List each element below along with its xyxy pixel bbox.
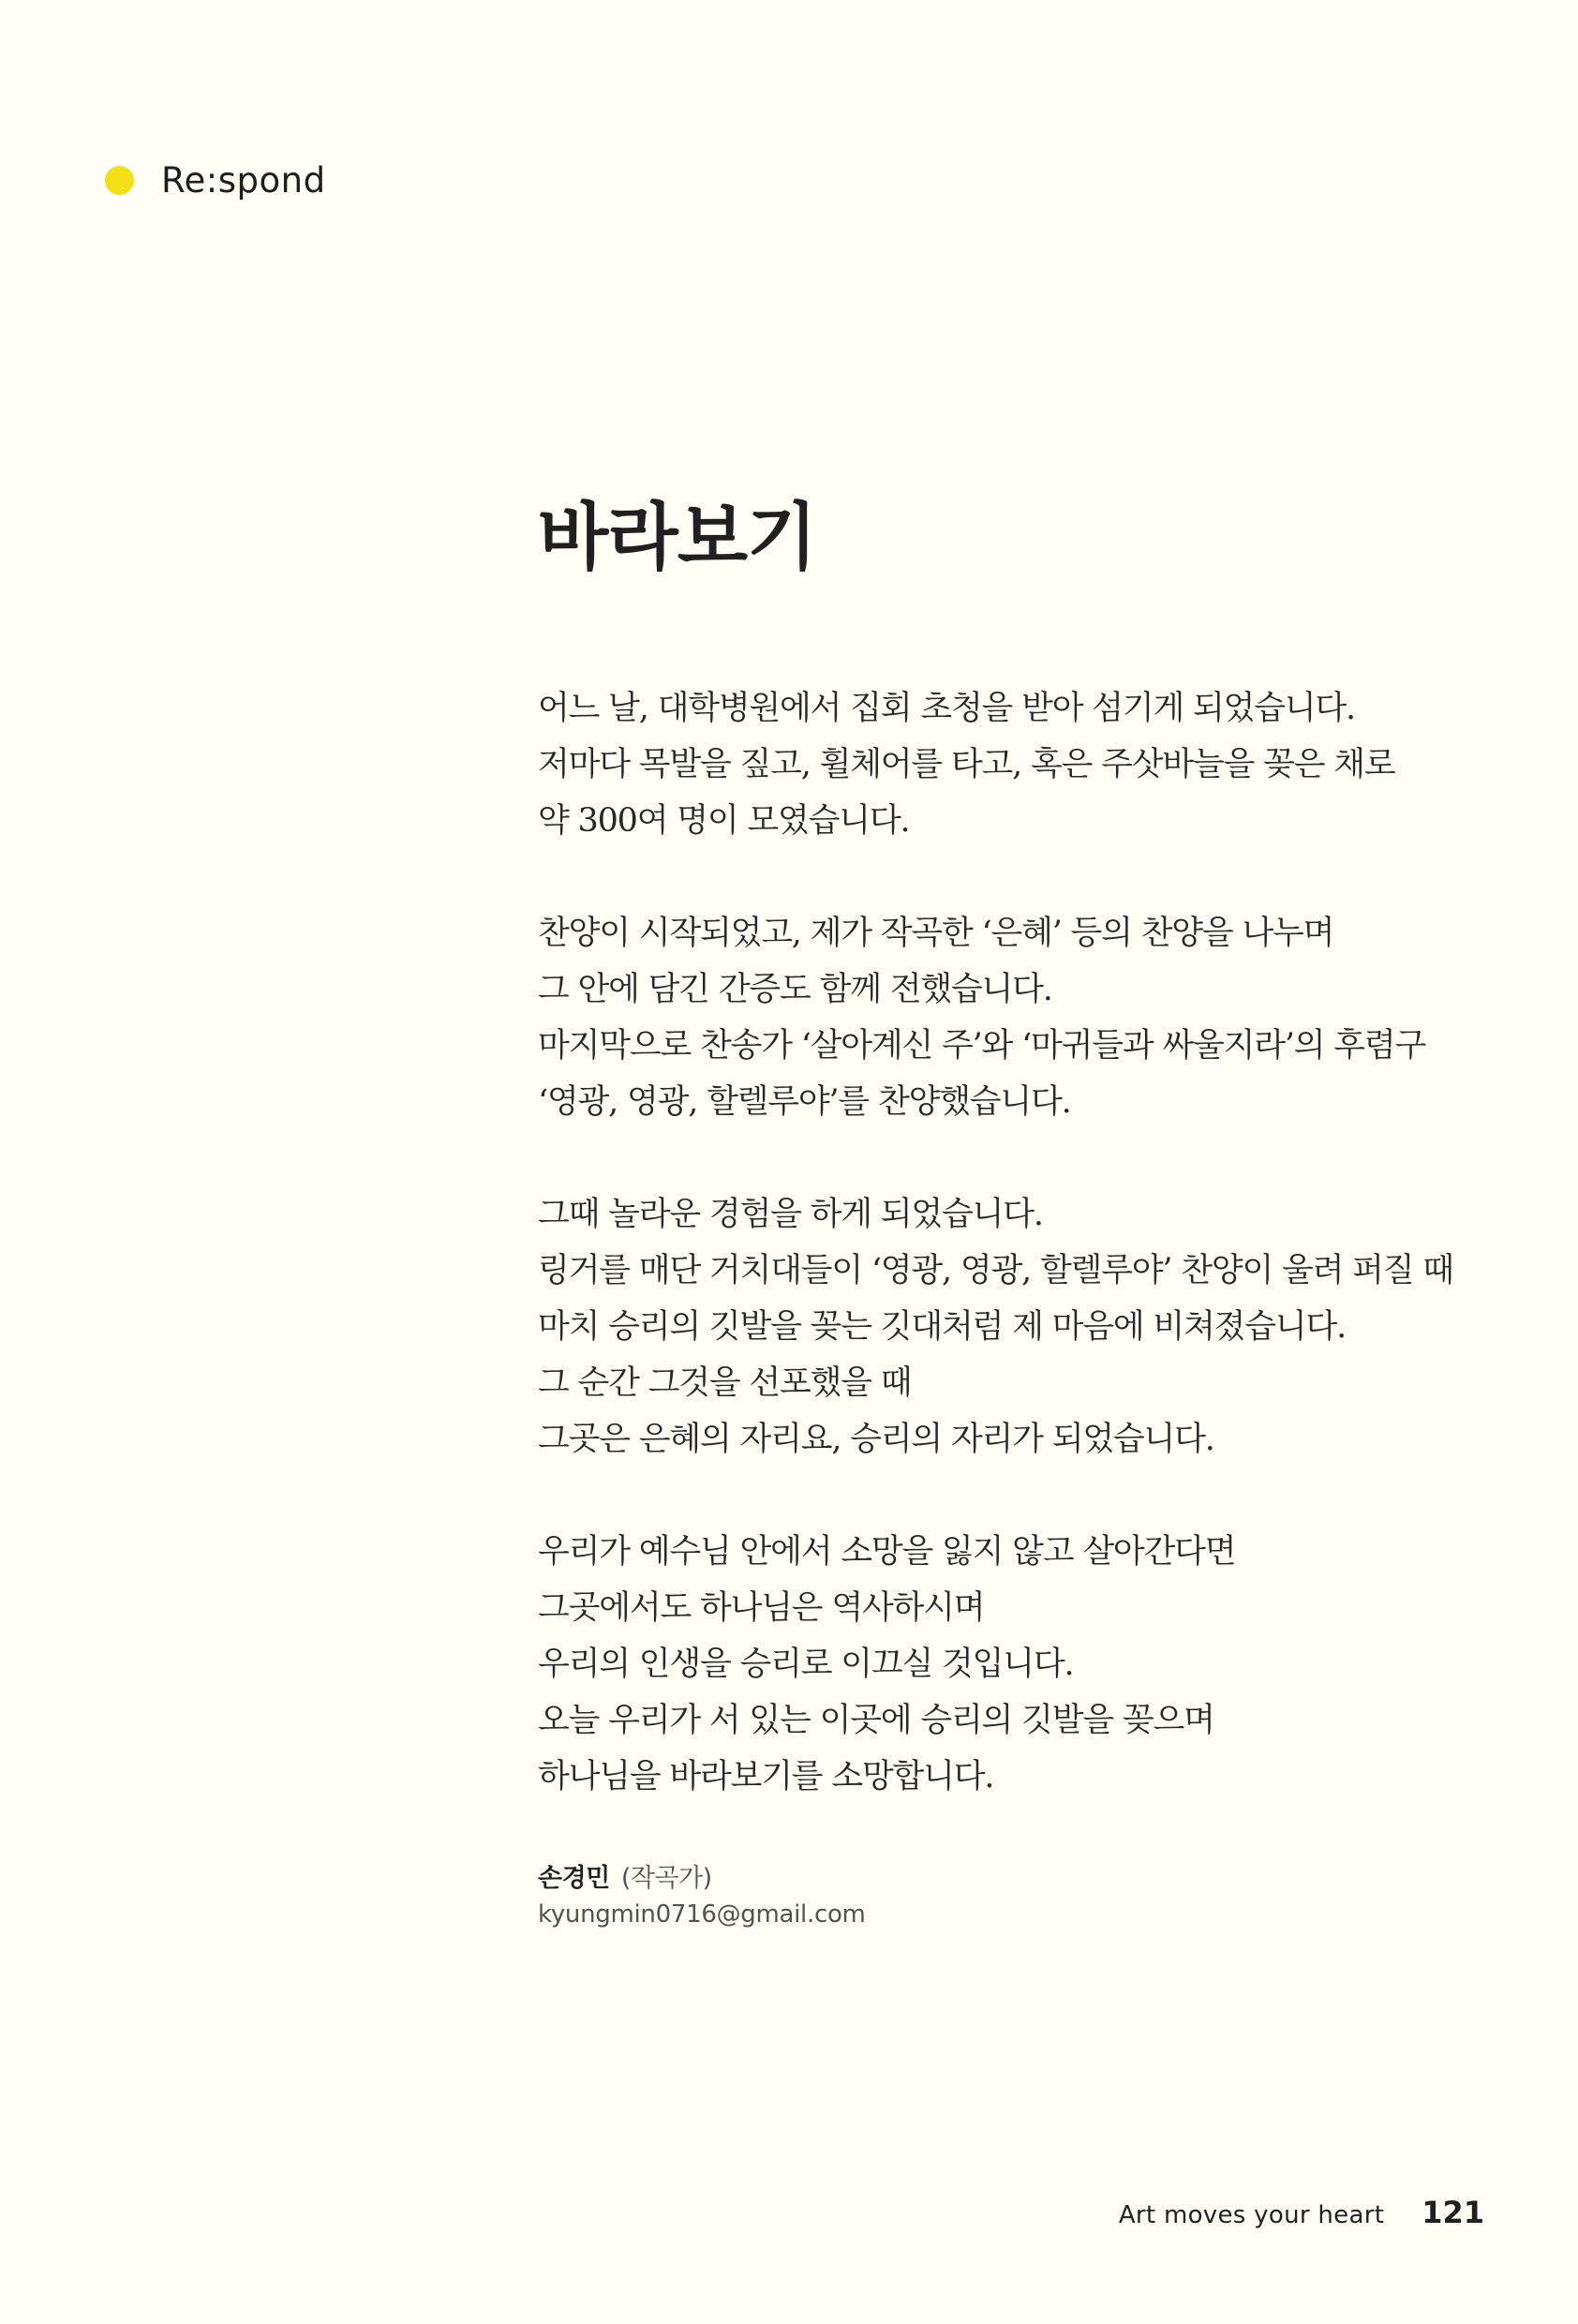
- body-line: 우리가 예수님 안에서 소망을 잃지 않고 살아간다면: [538, 1533, 1236, 1571]
- stanza: [538, 680, 1531, 849]
- body-line: 찬양이 시작되었고, 제가 작곡한 ‘은혜’ 등의 찬양을 나누며: [538, 915, 1334, 952]
- body-line: 오늘 우리가 서 있는 이곳에 승리의 깃발을 꽂으며: [538, 1702, 1214, 1739]
- article-body: [538, 680, 1531, 1805]
- author-line: [538, 1861, 1531, 1897]
- section-label: Re:spond: [161, 159, 326, 201]
- body-line: 그 순간 그것을 선포했을 때: [538, 1364, 912, 1402]
- body-line: 마지막으로 찬송가 ‘살아계신 주’와 ‘마귀들과 싸울지라’의 후렴구: [538, 1027, 1426, 1065]
- stanza: [538, 1524, 1531, 1805]
- page-number: 121: [1422, 2195, 1484, 2230]
- body-line: 링거를 매단 거치대들이 ‘영광, 영광, 할렐루야’ 찬양이 울려 퍼질 때: [538, 1252, 1453, 1289]
- body-line: 그곳에서도 하나님은 역사하시며: [538, 1589, 985, 1627]
- stanza: [538, 1186, 1531, 1467]
- stanza: [538, 905, 1531, 1130]
- author-name: 손경민: [538, 1864, 610, 1893]
- body-line: 마치 승리의 깃발을 꽂는 깃대처럼 제 마음에 비쳐졌습니다.: [538, 1308, 1347, 1346]
- author-block: [538, 1861, 1531, 1932]
- body-line: 어느 날, 대학병원에서 집회 초청을 받아 섬기게 되었습니다.: [538, 690, 1355, 727]
- body-line: ‘영광, 영광, 할렐루야’를 찬양했습니다.: [538, 1083, 1071, 1121]
- article: [538, 497, 1531, 1932]
- article-title: 바라보기: [538, 495, 817, 580]
- body-line: 저마다 목발을 짚고, 휠체어를 타고, 혹은 주삿바늘을 꽂은 채로: [538, 746, 1395, 783]
- body-line: 약 300여 명이 모였습니다.: [538, 802, 910, 840]
- page-footer: [1119, 2195, 1484, 2230]
- author-email: kyungmin0716@gmail.com: [538, 1900, 866, 1929]
- body-line: 그때 놀라운 경험을 하게 되었습니다.: [538, 1196, 1043, 1233]
- body-line: 그곳은 은혜의 자리요, 승리의 자리가 되었습니다.: [538, 1421, 1214, 1458]
- footer-tagline: Art moves your heart: [1118, 2201, 1385, 2229]
- section-dot-icon: [105, 166, 134, 195]
- body-line: 그 안에 담긴 간증도 함께 전했습니다.: [538, 971, 1052, 1008]
- author-role: (작곡가): [620, 1864, 712, 1893]
- section-tag: [105, 159, 326, 201]
- body-line: 하나님을 바라보기를 소망합니다.: [538, 1758, 994, 1795]
- body-line: 우리의 인생을 승리로 이끄실 것입니다.: [538, 1646, 1074, 1683]
